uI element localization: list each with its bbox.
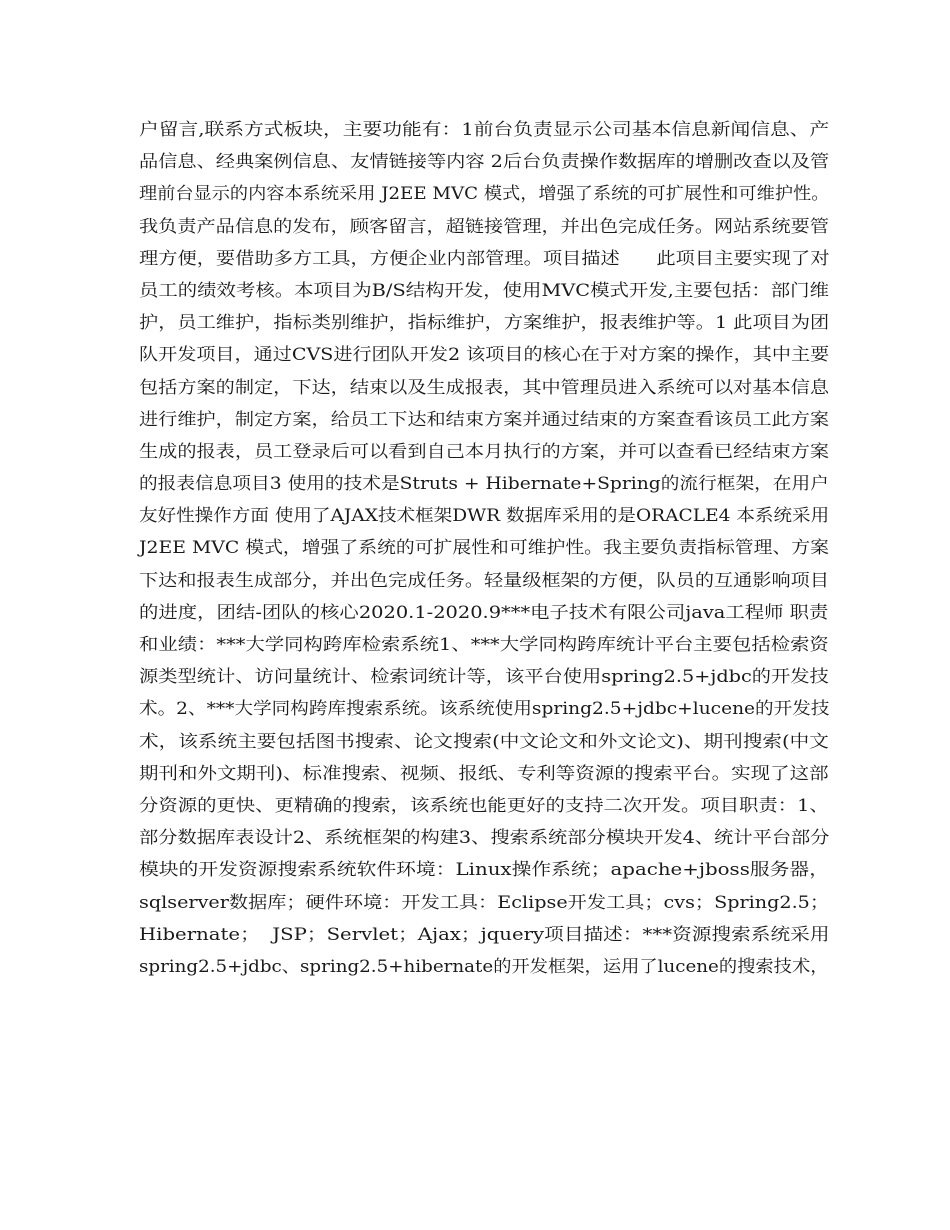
text-line: J2EE MVC 模式，增强了系统的可扩展性和可维护性。我主要负责指标管理、方案 <box>139 538 829 559</box>
text-line: 护，员工维护，指标类别维护，指标维护，方案维护，报表维护等。1 此项目为团 <box>139 313 830 334</box>
text-line: 包括方案的制定，下达，结束以及生成报表，其中管理员进入系统可以对基本信息 <box>139 377 829 398</box>
text-line: 下达和报表生成部分，并出色完成任务。轻量级框架的方便，队员的互通影响项目 <box>139 570 829 591</box>
text-line: spring2.5+jdbc、spring2.5+hibernate的开发框架，运用了lucene的搜索技术， <box>139 956 829 977</box>
text-line: 的报表信息项目3 使用的技术是Struts + Hibernate+Spring的流行框架，在用户 <box>139 474 829 495</box>
text-line: 进行维护，制定方案，给员工下达和结束方案并通过结束的方案查看该员工此方案 <box>139 409 829 430</box>
text-line: 期刊和外文期刊)、标准搜索、视频、报纸、专利等资源的搜索平台。实现了这部 <box>139 763 829 784</box>
text-line: 源类型统计、访问量统计、检索词统计等，该平台使用spring2.5+jdbc的开发技 <box>139 667 829 688</box>
text-line: 的进度，团结-团队的核心2020.1-2020.9***电子技术有限公司java工程师 职责 <box>139 602 829 623</box>
text-line: 术，该系统主要包括图书搜索、论文搜索(中文论文和外文论文)、期刊搜索(中文 <box>139 731 829 752</box>
text-line: 部分数据库表设计2、系统框架的构建3、搜索系统部分模块开发4、统计平台部分 <box>139 828 830 849</box>
body-text <box>139 114 829 983</box>
text-line: 模块的开发资源搜索系统软件环境：Linux操作系统；apache+jboss服务器， <box>139 860 829 881</box>
text-line: sqlserver数据库；硬件环境：开发工具：Eclipse开发工具；cvs；Spring2.5； <box>139 892 830 913</box>
text-line: 友好性操作方面 使用了AJAX技术框架DWR 数据库采用的是ORACLE4 本系统采用 <box>139 506 830 527</box>
text-line: 理方便，要借助多方工具，方便企业内部管理。项目描述 此项目主要实现了对 <box>139 248 830 269</box>
text-line: 生成的报表，员工登录后可以看到自己本月执行的方案，并可以查看已经结束方案 <box>139 441 829 462</box>
text-line: 队开发项目，通过CVS进行团队开发2 该项目的核心在于对方案的操作，其中主要 <box>139 345 830 366</box>
text-line: 品信息、经典案例信息、友情链接等内容 2后台负责操作数据库的增删改查以及管 <box>139 152 830 173</box>
text-line: 分资源的更快、更精确的搜索，该系统也能更好的支持二次开发。项目职责：1、 <box>139 795 829 816</box>
text-line: 理前台显示的内容本系统采用 J2EE MVC 模式，增强了系统的可扩展性和可维护性。 <box>139 184 830 205</box>
text-line: Hibernate； JSP；Servlet；Ajax；jquery项目描述：***资源搜索系统采用 <box>139 924 830 945</box>
text-line: 我负责产品信息的发布，顾客留言，超链接管理，并出色完成任务。网站系统要管 <box>139 216 829 237</box>
text-line: 员工的绩效考核。本项目为B/S结构开发，使用MVC模式开发,主要包括：部门维 <box>139 280 829 301</box>
text-line: 户留言,联系方式板块，主要功能有：1前台负责显示公司基本信息新闻信息、产 <box>139 120 830 140</box>
text-line: 和业绩：***大学同构跨库检索系统1、***大学同构跨库统计平台主要包括检索资 <box>139 635 829 655</box>
text-line: 术。2、***大学同构跨库搜索系统。该系统使用spring2.5+jdbc+lucene的开发技 <box>139 699 830 720</box>
